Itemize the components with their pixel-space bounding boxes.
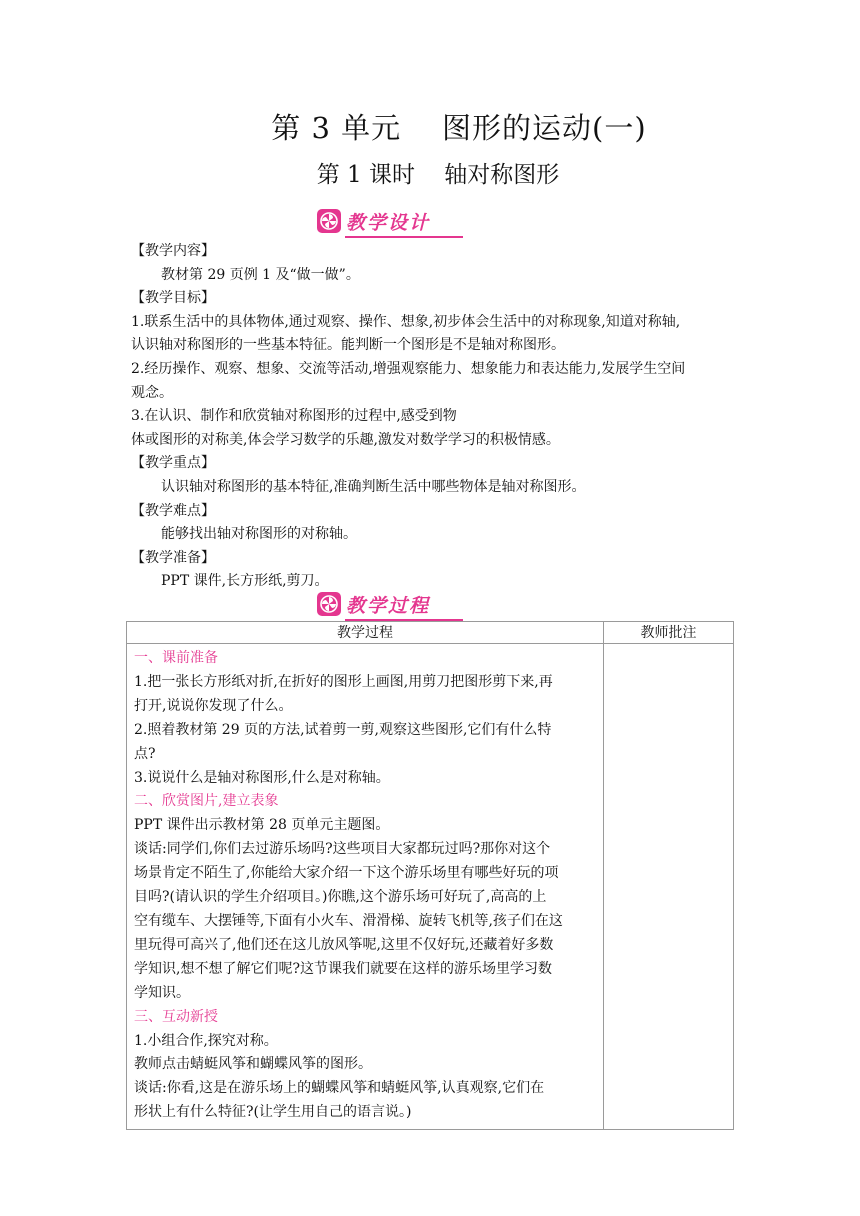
process-line: 2.照着教材第 29 页的方法,试着剪一剪,观察这些图形,它们有什么特 bbox=[134, 721, 552, 738]
table-row bbox=[127, 644, 734, 1130]
banner-underline bbox=[345, 236, 463, 238]
preparation-text: PPT 课件,长方形纸,剪刀。 bbox=[161, 573, 329, 590]
process-line: 形状上有什么特征?(让学生用自己的语言说。) bbox=[134, 1104, 412, 1121]
banner-label: 教学设计 bbox=[346, 211, 431, 234]
process-line: 1.小组合作,探究对称。 bbox=[134, 1032, 278, 1049]
goal-line: 体或图形的对称美,体会学习数学的乐趣,激发对数学学习的积极情感。 bbox=[131, 431, 560, 448]
process-section-heading: 二、欣赏图片,建立表象 bbox=[134, 793, 279, 810]
goal-line: 3.在认识、制作和欣赏轴对称图形的过程中,感受到物 bbox=[131, 408, 457, 425]
teaching-process-table bbox=[126, 621, 734, 1130]
section-heading-goals: 【教学目标】 bbox=[131, 290, 215, 307]
column-header-process: 教学过程 bbox=[127, 622, 604, 644]
process-section-heading: 一、课前准备 bbox=[134, 650, 218, 666]
process-line: 点? bbox=[134, 745, 156, 762]
process-section-heading: 三、互动新授 bbox=[134, 1008, 218, 1025]
teacher-notes-cell bbox=[604, 644, 734, 1130]
process-line: 目吗?(请认识的学生介绍项目。)你瞧,这个游乐场可好玩了,高高的上 bbox=[134, 889, 547, 906]
process-line: 里玩得可高兴了,他们还在这儿放风筝呢,这里不仅好玩,还藏着好多数 bbox=[134, 936, 554, 953]
section-heading-preparation: 【教学准备】 bbox=[131, 549, 215, 566]
table-header-row bbox=[127, 622, 734, 644]
process-line: 教师点击蜻蜓风筝和蝴蝶风筝的图形。 bbox=[134, 1056, 372, 1073]
process-line: 3.说说什么是轴对称图形,什么是对称轴。 bbox=[134, 769, 390, 786]
process-line: 谈话:你看,这是在游乐场上的蝴蝶风筝和蜻蜓风筝,认真观察,它们在 bbox=[134, 1080, 545, 1097]
section-heading-content: 【教学内容】 bbox=[131, 243, 215, 259]
process-line: 学知识,想不想了解它们呢?这节课我们就要在这样的游乐场里学习数 bbox=[134, 960, 552, 977]
unit-title: 第 3 单元 图形的运动(一) bbox=[271, 111, 647, 145]
process-line: 打开,说说你发现了什么。 bbox=[134, 697, 293, 714]
process-line: PPT 课件出示教材第 28 页单元主题图。 bbox=[134, 817, 390, 834]
goal-line: 认识轴对称图形的一些基本特征。能判断一个图形是不是轴对称图形。 bbox=[131, 337, 565, 354]
teaching-design-banner bbox=[317, 206, 430, 236]
process-line: 谈话:同学们,你们去过游乐场吗?这些项目大家都玩过吗?那你对这个 bbox=[134, 841, 551, 858]
goal-line: 1.联系生活中的具体物体,通过观察、操作、想象,初步体会生活中的对称现象,知道对称轴, bbox=[131, 313, 681, 330]
process-cell bbox=[127, 644, 604, 1130]
section-heading-difficulty: 【教学难点】 bbox=[131, 502, 215, 519]
lesson-plan-body bbox=[131, 240, 741, 594]
process-line: 学知识。 bbox=[134, 984, 190, 1001]
goal-line: 观念。 bbox=[131, 384, 173, 401]
process-line: 1.把一张长方形纸对折,在折好的图形上画图,用剪刀把图形剪下来,再 bbox=[134, 673, 553, 690]
process-lines bbox=[128, 645, 602, 1128]
difficulty-text: 能够找出轴对称图形的对称轴。 bbox=[161, 526, 357, 543]
column-header-notes: 教师批注 bbox=[604, 622, 734, 644]
section-heading-key-points: 【教学重点】 bbox=[131, 455, 215, 472]
process-line: 空有缆车、大摆锤等,下面有小火车、滑滑梯、旋转飞机等,孩子们在这 bbox=[134, 912, 563, 929]
pinwheel-icon bbox=[317, 209, 341, 233]
banner-label: 教学过程 bbox=[346, 594, 431, 617]
key-points-text: 认识轴对称图形的基本特征,准确判断生活中哪些物体是轴对称图形。 bbox=[161, 478, 586, 495]
lesson-title: 第 1 课时 轴对称图形 bbox=[316, 162, 560, 188]
goal-line: 2.经历操作、观察、想象、交流等活动,增强观察能力、想象能力和表达能力,发展学生空间 bbox=[131, 360, 686, 377]
pinwheel-icon bbox=[317, 592, 341, 616]
process-line: 场景肯定不陌生了,你能给大家介绍一下这个游乐场里有哪些好玩的项 bbox=[134, 865, 559, 882]
teaching-process-banner bbox=[317, 589, 430, 619]
content-text: 教材第 29 页例 1 及“做一做”。 bbox=[161, 266, 360, 283]
